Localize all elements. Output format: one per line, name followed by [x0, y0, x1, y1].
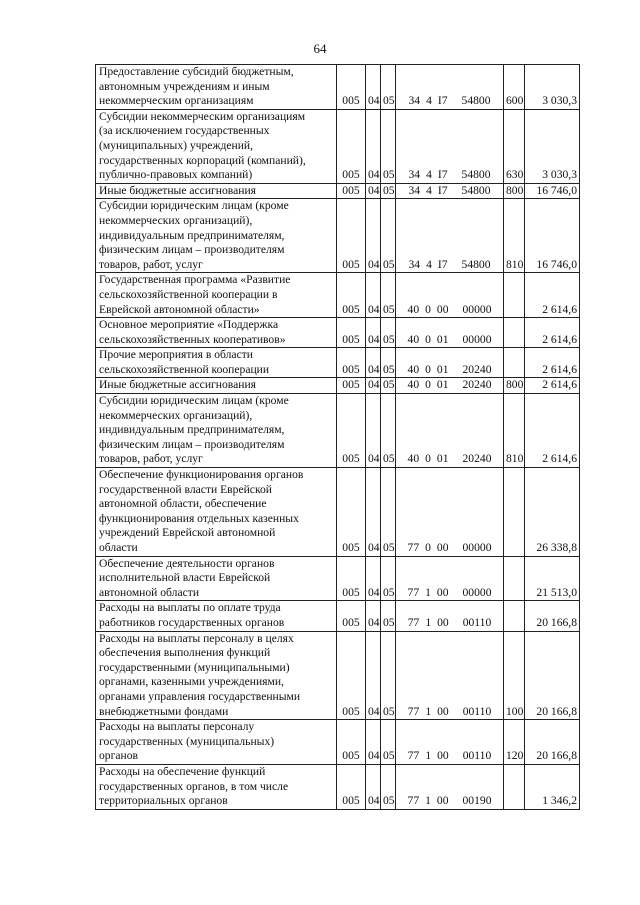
code-ved: 005: [337, 109, 366, 183]
code-rz: 04: [366, 631, 381, 720]
amount: 2 614,6: [525, 318, 580, 348]
target-article-part: 4: [426, 183, 432, 197]
code-ved: 005: [337, 601, 366, 631]
description-line: индивидуальным предпринимателям,: [99, 228, 285, 242]
target-article-part: 00000: [462, 541, 492, 554]
row-description: [96, 601, 337, 631]
target-article-part: 54800: [461, 94, 491, 108]
amount: 16 746,0: [525, 199, 580, 273]
target-article-part: 77: [407, 749, 420, 763]
description-line: исполнительной власти Еврейской: [99, 571, 271, 585]
description-line: территориальных органов: [99, 794, 228, 808]
code-ved: 005: [337, 378, 366, 394]
code-pr: 05: [381, 556, 396, 601]
target-article-part: 0: [425, 362, 431, 376]
amount: 26 338,8: [525, 468, 580, 557]
code-pr: 05: [381, 720, 396, 765]
row-description: [96, 556, 337, 601]
row-description: [96, 720, 337, 765]
description-line: сельскохозяйственной кооперации в: [99, 287, 278, 301]
row-description: [96, 394, 337, 468]
code-rz: 04: [366, 468, 381, 557]
table-row: [96, 556, 580, 601]
code-pr: 05: [381, 318, 396, 348]
code-target-article: [396, 720, 504, 765]
code-expense-type: [504, 764, 525, 809]
description-line: обеспечения выполнения функций: [99, 646, 271, 660]
amount: 1 346,2: [525, 764, 580, 809]
description-line: Расходы на выплаты персоналу в целях: [99, 631, 294, 645]
target-article-part: 1: [425, 704, 432, 718]
description-line: сельскохозяйственных кооперативов»: [99, 332, 286, 346]
code-expense-type: 810: [504, 199, 525, 273]
code-target-article: [396, 199, 504, 273]
code-expense-type: 120: [504, 720, 525, 765]
code-expense-type: [504, 556, 525, 601]
code-pr: 05: [381, 348, 396, 378]
target-article-part: 54800: [461, 168, 491, 182]
amount: 3 030,3: [525, 65, 580, 110]
description-line: Субсидии юридическим лицам (кроме: [99, 394, 289, 408]
row-description: [96, 378, 337, 394]
code-expense-type: [504, 601, 525, 631]
table-row: [96, 720, 580, 765]
target-article-part: 20240: [462, 378, 492, 392]
description-line: Предоставление субсидий бюджетным,: [99, 65, 294, 78]
target-article-part: 40: [407, 332, 420, 346]
row-description: [96, 273, 337, 318]
code-target-article: [396, 183, 504, 199]
description-line: физическим лицам – производителям: [99, 437, 285, 451]
target-article-part: 4: [426, 168, 432, 182]
code-expense-type: 800: [504, 378, 525, 394]
description-line: государственных органов, в том числе: [99, 779, 289, 793]
code-pr: 05: [381, 601, 396, 631]
amount: 16 746,0: [525, 183, 580, 199]
target-article-part: I7: [437, 94, 448, 108]
target-article-part: 01: [436, 362, 449, 376]
target-article-part: 1: [425, 749, 432, 763]
code-rz: 04: [366, 394, 381, 468]
description-line: некоммерческих организаций),: [99, 213, 253, 227]
description-line: Обеспечение функционирования органов: [99, 468, 304, 482]
target-article-part: 77: [407, 615, 420, 629]
code-ved: 005: [337, 318, 366, 348]
description-line: внебюджетными фондами: [99, 704, 229, 718]
code-expense-type: 630: [504, 109, 525, 183]
description-line: (муниципальных) учреждений,: [99, 138, 254, 152]
code-rz: 04: [366, 556, 381, 601]
table-row: [96, 109, 580, 183]
code-expense-type: [504, 348, 525, 378]
target-article-part: 77: [407, 794, 420, 808]
code-ved: 005: [337, 348, 366, 378]
target-article-part: 34: [408, 183, 421, 197]
target-article-part: 0: [425, 302, 431, 316]
description-line: Государственная программа «Развитие: [99, 273, 291, 287]
description-line: сельскохозяйственной кооперации: [99, 362, 270, 376]
target-article-part: 00: [437, 749, 449, 763]
target-article-part: 40: [407, 452, 420, 466]
target-article-part: 34: [408, 168, 421, 182]
target-article-part: 00110: [462, 615, 492, 629]
target-article-part: 54800: [461, 257, 491, 271]
amount: 2 614,6: [525, 348, 580, 378]
row-description: [96, 199, 337, 273]
table-row: [96, 601, 580, 631]
target-article-part: 0: [425, 452, 431, 466]
description-line: товаров, работ, услуг: [99, 257, 203, 271]
code-ved: 005: [337, 199, 366, 273]
target-article-part: 1: [425, 585, 431, 599]
description-line: государственной власти Еврейской: [99, 482, 272, 496]
description-line: органами управления государственными: [99, 689, 301, 703]
target-article-part: 34: [408, 94, 421, 108]
code-target-article: [396, 468, 504, 557]
code-pr: 05: [381, 378, 396, 394]
code-expense-type: [504, 468, 525, 557]
code-pr: 05: [381, 468, 396, 557]
code-ved: 005: [337, 556, 366, 601]
description-line: Основное мероприятие «Поддержка: [99, 318, 279, 332]
row-description: [96, 631, 337, 720]
description-line: учреждений Еврейской автономной: [99, 526, 276, 540]
amount: 2 614,6: [525, 273, 580, 318]
code-rz: 04: [366, 764, 381, 809]
description-line: публично-правовых компаний): [99, 168, 253, 182]
code-rz: 04: [366, 183, 381, 199]
code-expense-type: [504, 273, 525, 318]
target-article-part: 00000: [462, 332, 492, 346]
target-article-part: I7: [437, 168, 448, 182]
row-description: [96, 348, 337, 378]
table-row: [96, 199, 580, 273]
code-rz: 04: [366, 348, 381, 378]
row-description: [96, 764, 337, 809]
target-article-part: 00: [436, 541, 449, 554]
table-row: [96, 318, 580, 348]
code-expense-type: 800: [504, 183, 525, 199]
code-pr: 05: [381, 183, 396, 199]
description-line: Субсидии юридическим лицам (кроме: [99, 199, 289, 213]
table-row: [96, 65, 580, 110]
code-target-article: [396, 556, 504, 601]
target-article-part: 77: [407, 541, 420, 554]
code-pr: 05: [381, 631, 396, 720]
code-rz: 04: [366, 199, 381, 273]
amount: 2 614,6: [525, 394, 580, 468]
target-article-part: 00: [437, 615, 449, 629]
row-description: [96, 65, 337, 110]
code-ved: 005: [337, 468, 366, 557]
description-line: функционирования отдельных казенных: [99, 511, 299, 525]
code-target-article: [396, 378, 504, 394]
target-article-part: 54800: [461, 183, 491, 197]
target-article-part: 4: [426, 94, 432, 108]
description-line: Обеспечение деятельности органов: [99, 556, 275, 570]
code-ved: 005: [337, 183, 366, 199]
code-target-article: [396, 318, 504, 348]
target-article-part: 00110: [462, 704, 492, 718]
target-article-part: I7: [437, 257, 448, 271]
code-pr: 05: [381, 273, 396, 318]
description-line: органами, казенными учреждениями,: [99, 675, 284, 689]
description-line: Расходы на выплаты персоналу: [99, 720, 255, 734]
description-line: физическим лицам – производителям: [99, 243, 285, 257]
description-line: Иные бюджетные ассигнования: [99, 183, 256, 197]
page-number: 64: [313, 41, 327, 56]
table-row: [96, 764, 580, 809]
description-line: автономной области: [99, 585, 200, 599]
target-article-part: 0: [425, 378, 431, 392]
code-target-article: [396, 348, 504, 378]
code-target-article: [396, 631, 504, 720]
code-rz: 04: [366, 601, 381, 631]
amount: 3 030,3: [525, 109, 580, 183]
target-article-part: 40: [407, 362, 420, 376]
amount: 20 166,8: [525, 720, 580, 765]
target-article-part: 77: [407, 585, 420, 599]
table-row: [96, 273, 580, 318]
code-rz: 04: [366, 720, 381, 765]
code-ved: 005: [337, 394, 366, 468]
description-line: (за исключением государственных: [99, 124, 270, 138]
amount: 21 513,0: [525, 556, 580, 601]
code-rz: 04: [366, 109, 381, 183]
target-article-part: 40: [407, 378, 420, 392]
code-target-article: [396, 601, 504, 631]
code-expense-type: 810: [504, 394, 525, 468]
code-expense-type: 600: [504, 65, 525, 110]
description-line: государственных корпораций (компаний),: [99, 153, 306, 167]
description-line: Расходы на выплаты по оплате труда: [99, 601, 281, 615]
target-article-part: 00000: [462, 302, 492, 316]
description-line: автономным учреждениям и иным: [99, 79, 270, 93]
row-description: [96, 318, 337, 348]
target-article-part: 77: [407, 704, 420, 718]
code-rz: 04: [366, 65, 381, 110]
code-ved: 005: [337, 273, 366, 318]
target-article-part: 00190: [462, 794, 492, 808]
target-article-part: 4: [426, 257, 432, 271]
code-rz: 04: [366, 318, 381, 348]
target-article-part: 1: [425, 615, 432, 629]
description-line: некоммерческим организациям: [99, 94, 254, 108]
target-article-part: 00: [436, 794, 449, 808]
table-row: [96, 394, 580, 468]
row-description: [96, 109, 337, 183]
amount: 20 166,8: [525, 631, 580, 720]
target-article-part: 20240: [462, 452, 492, 466]
table-row: [96, 378, 580, 394]
description-line: Прочие мероприятия в области: [99, 348, 253, 362]
budget-table-body: [96, 65, 580, 810]
code-target-article: [396, 394, 504, 468]
description-line: Субсидии некоммерческим организациям: [99, 109, 306, 123]
code-pr: 05: [381, 109, 396, 183]
amount: 2 614,6: [525, 378, 580, 394]
description-line: автономной области, обеспечение: [99, 497, 267, 511]
target-article-part: 00: [436, 302, 449, 316]
target-article-part: 00: [436, 585, 449, 599]
description-line: товаров, работ, услуг: [99, 452, 203, 466]
description-line: государственных (муниципальных): [99, 734, 275, 748]
target-article-part: 01: [436, 452, 449, 466]
code-pr: 05: [381, 65, 396, 110]
code-rz: 04: [366, 378, 381, 394]
description-line: Еврейской автономной области»: [99, 302, 260, 316]
description-line: органов: [99, 749, 138, 763]
target-article-part: I7: [437, 183, 448, 197]
code-expense-type: [504, 318, 525, 348]
table-row: [96, 468, 580, 557]
target-article-part: 00: [437, 704, 449, 718]
description-line: области: [99, 541, 138, 554]
target-article-part: 01: [436, 332, 449, 346]
code-target-article: [396, 273, 504, 318]
target-article-part: 00000: [462, 585, 492, 599]
table-row: [96, 631, 580, 720]
code-pr: 05: [381, 199, 396, 273]
code-ved: 005: [337, 65, 366, 110]
amount: 20 166,8: [525, 601, 580, 631]
target-article-part: 0: [425, 332, 431, 346]
code-target-article: [396, 764, 504, 809]
target-article-part: 1: [425, 794, 431, 808]
row-description: [96, 183, 337, 199]
code-target-article: [396, 109, 504, 183]
description-line: государственными (муниципальными): [99, 660, 290, 674]
target-article-part: 0: [425, 541, 431, 554]
description-line: Иные бюджетные ассигнования: [99, 378, 256, 392]
code-rz: 04: [366, 273, 381, 318]
target-article-part: 20240: [462, 362, 492, 376]
code-ved: 005: [337, 631, 366, 720]
code-pr: 05: [381, 764, 396, 809]
description-line: индивидуальным предпринимателям,: [99, 423, 285, 437]
description-line: Расходы на обеспечение функций: [99, 764, 266, 778]
code-pr: 05: [381, 394, 396, 468]
budget-table: [95, 64, 580, 810]
description-line: некоммерческих организаций),: [99, 408, 253, 422]
target-article-part: 00110: [462, 749, 492, 763]
code-target-article: [396, 65, 504, 110]
target-article-part: 01: [436, 378, 449, 392]
target-article-part: 34: [408, 257, 421, 271]
code-expense-type: 100: [504, 631, 525, 720]
description-line: работников государственных органов: [99, 615, 285, 629]
table-row: [96, 348, 580, 378]
row-description: [96, 468, 337, 557]
code-ved: 005: [337, 720, 366, 765]
target-article-part: 40: [407, 302, 420, 316]
table-row: [96, 183, 580, 199]
code-ved: 005: [337, 764, 366, 809]
